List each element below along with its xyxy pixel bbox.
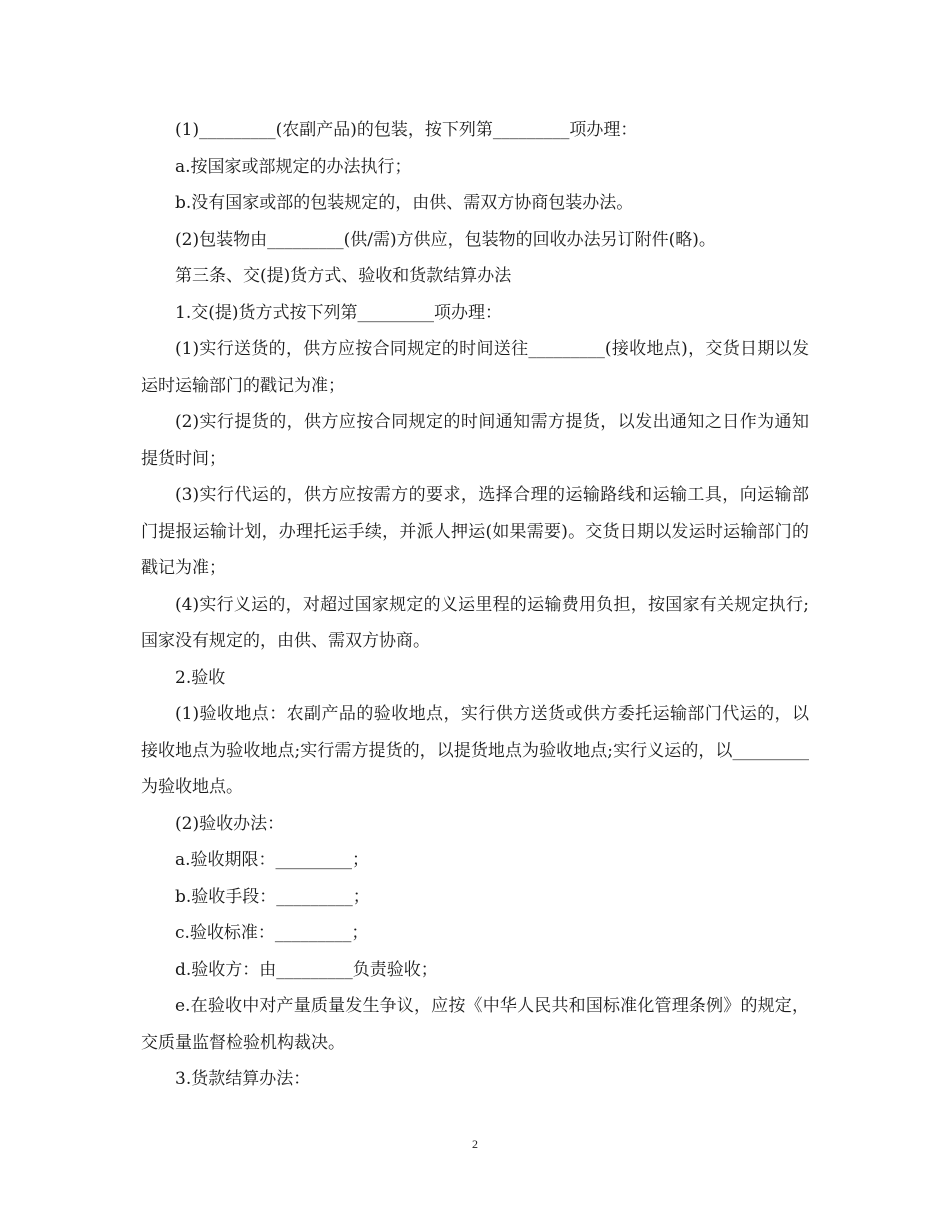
paragraph-packaging-item-1: (1)_________(农副产品)的包装，按下列第_________项办理： <box>175 120 638 140</box>
paragraph-inspection-period: a.验收期限：_________； <box>175 850 370 870</box>
subheading-inspection: 2.验收 <box>175 667 226 688</box>
paragraph-delivery-method: 1.交(提)货方式按下列第_________项办理： <box>175 302 502 323</box>
paragraph-packaging-item-2: (2)包装物由_________(供/需)方供应，包装物的回收办法另订附件(略)。 <box>175 229 716 250</box>
paragraph-delivery-option-4: (4)实行义运的，对超过国家规定的义运里程的运输费用负担，按国家有关规定执行;国家没有规定的，由供、需双方协商。 <box>141 594 809 651</box>
paragraph-packaging-option-a: a.按国家或部规定的办法执行； <box>175 156 412 177</box>
section-heading-article-3: 第三条、交(提)货方式、验收和货款结算办法 <box>175 266 512 286</box>
paragraph-delivery-option-3: (3)实行代运的，供方应按需方的要求，选择合理的运输路线和运输工具，向运输部门提报运输计划，办理托运手续，并派人押运(如果需要)。交货日期以发运时运输部门的戳记为准； <box>141 485 809 578</box>
subheading-payment-settlement: 3.货款结算办法： <box>175 1069 311 1089</box>
page-number: 2 <box>472 1137 478 1151</box>
paragraph-inspection-means: b.验收手段：_________； <box>175 886 370 907</box>
paragraph-inspection-location: (1)验收地点：农副产品的验收地点，实行供方送货或供方委托运输部门代运的，以接收地点为验收地点;实行需方提货的，以提货地点为验收地点;实行义运的，以_________为验收地点。 <box>141 704 809 797</box>
paragraph-delivery-option-1: (1)实行送货的，供方应按合同规定的时间送往_________(接收地点)，交货日期以发运时运输部门的戳记为准； <box>141 339 809 396</box>
paragraph-packaging-option-b: b.没有国家或部的包装规定的，由供、需双方协商包装办法。 <box>175 193 634 213</box>
paragraph-quality-dispute: e.在验收中对产量质量发生争议，应按《中华人民共和国标准化管理条例》的规定，交质量监督检验机构裁决。 <box>141 996 809 1053</box>
paragraph-inspection-standard: c.验收标准：_________； <box>175 923 369 943</box>
contract-body <box>141 112 809 1098</box>
paragraph-inspection-party: d.验收方：由_________负责验收； <box>175 959 438 980</box>
paragraph-inspection-method: (2)验收办法： <box>175 813 285 834</box>
paragraph-delivery-option-2: (2)实行提货的，供方应按合同规定的时间通知需方提货，以发出通知之日作为通知提货时间； <box>141 412 809 469</box>
